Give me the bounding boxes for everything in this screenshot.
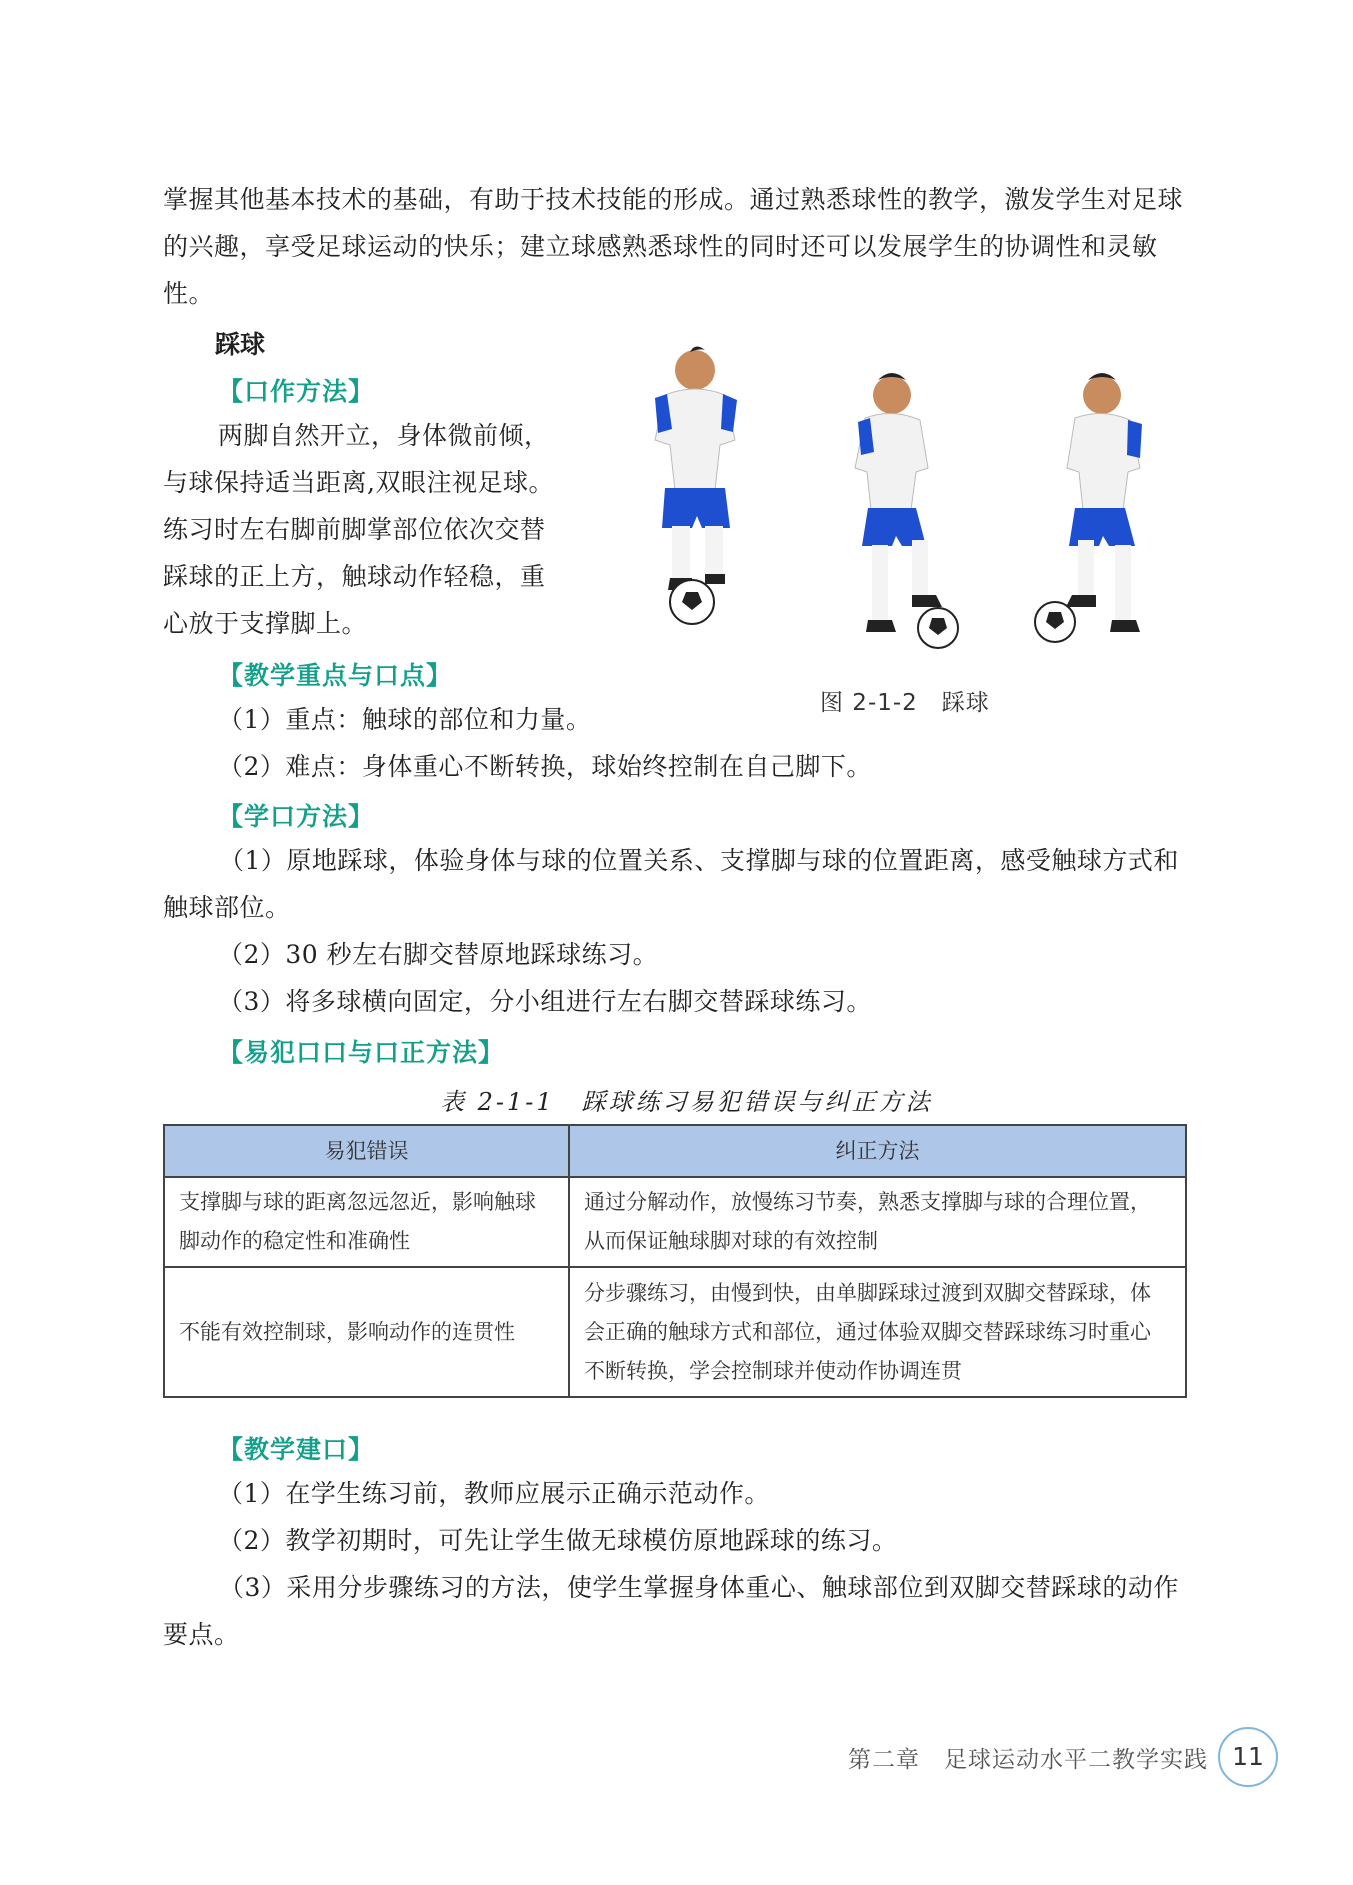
section-title: 踩球 bbox=[215, 330, 266, 359]
method-line: 踩球的正上方，触球动作轻稳，重 bbox=[163, 562, 546, 591]
error-cell: 不能有效控制球，影响动作的连贯性 bbox=[164, 1267, 569, 1397]
learning-method-item: （1）原地踩球，体验身体与球的位置关系、支撑脚与球的位置距离，感受触球方式和触球部位。 bbox=[163, 846, 1179, 922]
errors-heading: 【易犯口口与口正方法】 bbox=[218, 1038, 505, 1067]
key-points-heading: 【教学重点与口点】 bbox=[218, 661, 453, 690]
method-line: 练习时左右脚前脚掌部位依次交替 bbox=[163, 515, 546, 544]
figure-caption: 图 2-1-2 踩球 bbox=[820, 690, 990, 716]
method-heading: 【口作方法】 bbox=[218, 377, 375, 406]
table-title: 表 2-1-1 踩球练习易犯错误与纠正方法 bbox=[440, 1088, 933, 1116]
figure-players bbox=[620, 340, 1180, 670]
fix-cell: 通过分解动作，放慢练习节奏，熟悉支撑脚与球的合理位置，从而保证触球脚对球的有效控制 bbox=[569, 1177, 1186, 1267]
col-fix-header: 纠正方法 bbox=[569, 1125, 1186, 1177]
method-line: 两脚自然开立，身体微前倾， bbox=[218, 421, 550, 450]
player-2-figure bbox=[855, 373, 958, 648]
fix-cell: 分步骤练习，由慢到快，由单脚踩球过渡到双脚交替踩球，体会正确的触球方式和部位，通过体验双脚交替踩球练习时重心不断转换，学会控制球并使动作协调连贯 bbox=[569, 1267, 1186, 1397]
learning-method-item: （2）30 秒左右脚交替原地踩球练习。 bbox=[218, 940, 659, 969]
col-error-header: 易犯错误 bbox=[164, 1125, 569, 1177]
player-1-figure bbox=[655, 346, 737, 624]
suggestion-item: （3）采用分步骤练习的方法，使学生掌握身体重心、触球部位到双脚交替踩球的动作要点。 bbox=[163, 1573, 1179, 1649]
method-line: 与球保持适当距离,双眼注视足球。 bbox=[163, 468, 554, 497]
suggestion-item: （2）教学初期时，可先让学生做无球模仿原地踩球的练习。 bbox=[218, 1526, 898, 1555]
chapter-footer: 第二章 足球运动水平二教学实践 bbox=[848, 1747, 1208, 1773]
table-header-row bbox=[164, 1125, 1186, 1177]
players-illustration bbox=[620, 340, 1180, 670]
learning-methods-heading: 【学口方法】 bbox=[218, 802, 375, 831]
player-3-figure bbox=[1035, 373, 1142, 642]
suggestions-heading: 【教学建口】 bbox=[218, 1435, 375, 1464]
method-line: 心放于支撑脚上。 bbox=[163, 609, 368, 638]
table-row bbox=[164, 1267, 1186, 1397]
table-row bbox=[164, 1177, 1186, 1267]
key-point-item: （1）重点：触球的部位和力量。 bbox=[218, 705, 592, 734]
error-cell: 支撑脚与球的距离忽远忽近，影响触球脚动作的稳定性和准确性 bbox=[164, 1177, 569, 1267]
learning-method-item: （3）将多球横向固定，分小组进行左右脚交替踩球练习。 bbox=[218, 987, 872, 1016]
intro-paragraph: 掌握其他基本技术的基础，有助于技术技能的形成。通过熟悉球性的教学，激发学生对足球的兴趣，享受足球运动的快乐；建立球感熟悉球性的同时还可以发展学生的协调性和灵敏性。 bbox=[163, 185, 1184, 308]
errors-table bbox=[163, 1124, 1187, 1398]
key-point-item: （2）难点：身体重心不断转换，球始终控制在自己脚下。 bbox=[218, 752, 872, 781]
page-number: 11 bbox=[1218, 1727, 1278, 1787]
suggestion-item: （1）在学生练习前，教师应展示正确示范动作。 bbox=[218, 1479, 770, 1508]
